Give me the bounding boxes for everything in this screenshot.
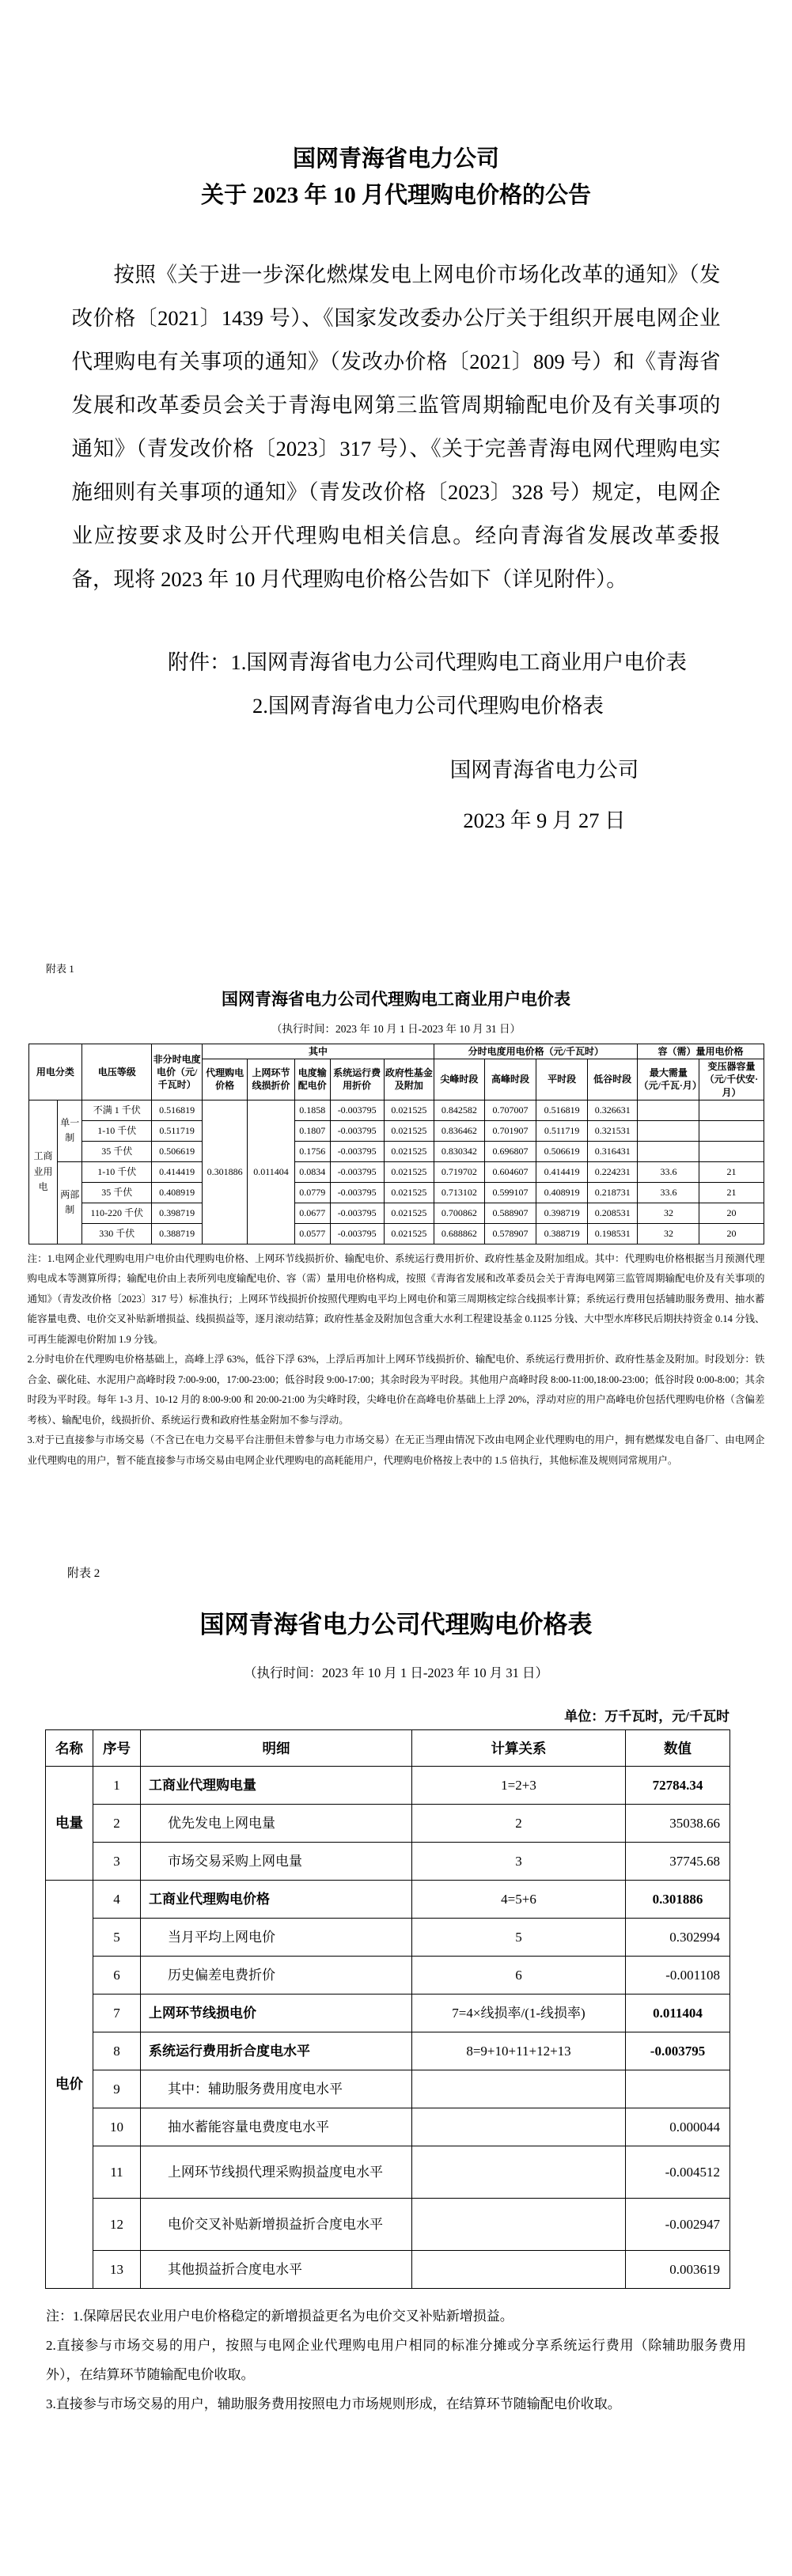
- cell-value: 72784.34: [626, 1767, 730, 1805]
- cell-demand: [638, 1120, 699, 1141]
- cell-valley: 0.321531: [587, 1120, 638, 1141]
- cell-sys-cost: -0.003795: [330, 1203, 384, 1223]
- cell-no: 3: [93, 1843, 141, 1881]
- th-flat: 平时段: [536, 1059, 588, 1100]
- cell-detail: 上网环节线损代理采购损益度电水平: [141, 2146, 412, 2199]
- cell-gov-fund: 0.021525: [384, 1120, 434, 1141]
- table-row: [46, 2032, 730, 2070]
- cell-flat-price: 0.511719: [152, 1120, 203, 1141]
- cell-relation: 5: [412, 1919, 626, 1957]
- th-line-loss: 上网环节线损折价: [248, 1059, 294, 1100]
- cell-cap: 21: [699, 1182, 764, 1203]
- table-row: [46, 1805, 730, 1843]
- annex-1-title: 国网青海省电力公司代理购电工商业用户电价表: [222, 990, 570, 1009]
- cell-no: 7: [93, 1995, 141, 2032]
- table-row: [46, 1995, 730, 2032]
- cell-value: 35038.66: [626, 1805, 730, 1843]
- cell-voltage: 330 千伏: [82, 1223, 152, 1244]
- cell-cap: 20: [699, 1203, 764, 1223]
- annex-2: [0, 1564, 792, 2419]
- cell-value: -0.001108: [626, 1957, 730, 1995]
- th-transformer: 变压器容量（元/千伏安·月）: [699, 1059, 764, 1100]
- th-capacity: 容（需）量用电价格: [638, 1044, 764, 1059]
- table-row: [28, 1120, 764, 1141]
- cell-detail: 市场交易采购上网电量: [141, 1843, 412, 1881]
- table1-note-1: 注：1.电网企业代理购电用户电价由代理购电价格、上网环节线损折价、输配电价、系统运行费用折价、政府性基金及附加组成。其中：代理购电价格根据当月预测代理购电成本等测算所得；输配电价由上表所列电度输配电价、容（需）量用电价格构成，按照《青海省发展和改革委员会关于青海电网第三监管周期输配电价及有关事项的通知》（青发改价格〔2023〕317 号）标准执行；上网环节线损折价按照代理购电平均上网电价和第三周期核定综合线损率计算；系统运行费用包括辅助服务费用、抽水蓄能容量电费、电价交叉补贴新增损益、线损损益等，逐月滚动结算；政府性基金及附加包含重大水利工程建设基金 0.1125 分钱、大中型水库移民后期扶持资金 0.14 分钱、可再生能源电价附加 1.9 分钱。: [27, 1252, 765, 1345]
- cell-value: -0.004512: [626, 2146, 730, 2199]
- table-row: [46, 1957, 730, 1995]
- cell-no: 12: [93, 2199, 141, 2251]
- cell-relation: [412, 2108, 626, 2146]
- cell-relation: 1=2+3: [412, 1767, 626, 1805]
- cell-no: 2: [93, 1805, 141, 1843]
- cell-gov-fund: 0.021525: [384, 1182, 434, 1203]
- cell-cap: 20: [699, 1223, 764, 1244]
- cell-demand: 32: [638, 1203, 699, 1223]
- cell-relation: 8=9+10+11+12+13: [412, 2032, 626, 2070]
- th-sys-cost: 系统运行费用折价: [330, 1059, 384, 1100]
- signature: 国网青海省电力公司: [449, 758, 639, 782]
- table1-notes: [28, 1249, 765, 1472]
- cell-relation: 3: [412, 1843, 626, 1881]
- cell-peak: 0.696807: [484, 1141, 536, 1161]
- cell-mid: 0.398719: [536, 1203, 588, 1223]
- table-row: [46, 1767, 730, 1805]
- annex-1: [0, 960, 792, 1471]
- table-row: [28, 1141, 764, 1161]
- cell-flat-price: 0.516819: [152, 1100, 203, 1120]
- table-row: [46, 2070, 730, 2108]
- th-value: 数值: [626, 1730, 730, 1767]
- cell-cap: [699, 1141, 764, 1161]
- cell-no: 9: [93, 2070, 141, 2108]
- annex-1-period: （执行时间：2023 年 10 月 1 日-2023 年 10 月 31 日）: [271, 1023, 521, 1035]
- cell-flat-price: 0.408919: [152, 1182, 203, 1203]
- cell-valley: 0.218731: [587, 1182, 638, 1203]
- cell-cap: 21: [699, 1161, 764, 1182]
- group-industry-commerce: 工商业用电: [28, 1100, 58, 1244]
- cell-td-price: 0.1756: [294, 1141, 330, 1161]
- th-use-class: 用电分类: [28, 1044, 82, 1100]
- table-row: [28, 1100, 764, 1120]
- cell-voltage: 不满 1 千伏: [82, 1100, 152, 1120]
- page-title: [0, 0, 792, 214]
- th-tou: 分时电度用电价格（元/千瓦时）: [434, 1044, 638, 1059]
- cell-gov-fund: 0.021525: [384, 1141, 434, 1161]
- group-two-part-system: 两部制: [58, 1161, 82, 1244]
- cell-peak: 0.578907: [484, 1223, 536, 1244]
- cell-mid: 0.516819: [536, 1100, 588, 1120]
- th-voltage: 电压等级: [82, 1044, 152, 1100]
- annex-2-period: （执行时间：2023 年 10 月 1 日-2023 年 10 月 31 日）: [244, 1665, 548, 1681]
- cell-value: 37745.68: [626, 1843, 730, 1881]
- table-row: [28, 1223, 764, 1244]
- cell-mid: 0.388719: [536, 1223, 588, 1244]
- cell-peak: 0.707007: [484, 1100, 536, 1120]
- cell-detail: 当月平均上网电价: [141, 1919, 412, 1957]
- cell-sys-cost: -0.003795: [330, 1100, 384, 1120]
- group-single-system: 单一制: [58, 1100, 82, 1161]
- table-row: [46, 2108, 730, 2146]
- cell-relation: 2: [412, 1805, 626, 1843]
- title-line2: 关于 2023 年 10 月代理购电价格的公告: [200, 183, 591, 208]
- body-paragraph: 按照《关于进一步深化燃煤发电上网电价市场化改革的通知》（发改价格〔2021〕1439 号）、《国家发改委办公厅关于组织开展电网企业代理购电有关事项的通知》（发改办价格〔2021〕809 号）和《青海省发展和改革委员会关于青海电网第三监管周期输配电价及有关事项的通知》（青发改价格〔2023〕317 号）、《关于完善青海电网代理购电实施细则有关事项的通知》（青发改价格〔2023〕328 号）规定，电网企业应按要求及时公开代理购电相关信息。经向青海省发展改革委报备，现将 2023 年 10 月代理购电价格公告如下（详见附件）。: [71, 263, 721, 591]
- cell-relation: [412, 2146, 626, 2199]
- table1-header-row-1: [28, 1044, 764, 1059]
- cell-demand: 33.6: [638, 1182, 699, 1203]
- cell-relation: [412, 2199, 626, 2251]
- cell-sys-cost: -0.003795: [330, 1120, 384, 1141]
- cell-relation: 7=4×线损率/(1-线损率): [412, 1995, 626, 2032]
- table2-notes: [46, 2301, 746, 2419]
- cell-demand: 32: [638, 1223, 699, 1244]
- table2-note-3: 3.直接参与市场交易的用户，辅助服务费用按照电力市场规则形成，在结算环节随输配电价收取。: [46, 2396, 621, 2412]
- unit-label: 单位：万千瓦时，元/千瓦时: [564, 1709, 729, 1725]
- th-td-price: 电度输配电价: [294, 1059, 330, 1100]
- cell-detail: 抽水蓄能容量电费度电水平: [141, 2108, 412, 2146]
- cell-valley: 0.326631: [587, 1100, 638, 1120]
- cell-flat-price: 0.506619: [152, 1141, 203, 1161]
- annex-2-tag: 附表 2: [67, 1567, 100, 1581]
- attachment-list: [168, 641, 792, 728]
- cell-no: 11: [93, 2146, 141, 2199]
- th-peak: 高峰时段: [484, 1059, 536, 1100]
- cell-no: 6: [93, 1957, 141, 1995]
- table-row: [46, 1843, 730, 1881]
- cell-sharp: 0.700862: [434, 1203, 485, 1223]
- doc-date: 2023 年 9 月 27 日: [463, 809, 626, 832]
- annex-2-title: 国网青海省电力公司代理购电价格表: [199, 1611, 593, 1639]
- table-row: [28, 1203, 764, 1223]
- cell-sys-cost: -0.003795: [330, 1223, 384, 1244]
- cell-detail: 优先发电上网电量: [141, 1805, 412, 1843]
- cell-mid: 0.506619: [536, 1141, 588, 1161]
- cell-no: 10: [93, 2108, 141, 2146]
- cell-detail: 其中：辅助服务费用度电水平: [141, 2070, 412, 2108]
- cell-value: -0.002947: [626, 2199, 730, 2251]
- cell-td-price: 0.1858: [294, 1100, 330, 1120]
- cell-peak: 0.701907: [484, 1120, 536, 1141]
- cell-valley: 0.316431: [587, 1141, 638, 1161]
- cell-td-price: 0.0677: [294, 1203, 330, 1223]
- cell-demand: 33.6: [638, 1161, 699, 1182]
- table2-note-1: 注：1.保障居民农业用户电价格稳定的新增损益更名为电价交叉补贴新增损益。: [46, 2309, 513, 2324]
- cell-agency-price: 0.301886: [202, 1100, 247, 1244]
- cell-voltage: 110-220 千伏: [82, 1203, 152, 1223]
- cell-cap: [699, 1100, 764, 1120]
- cell-mid: 0.408919: [536, 1182, 588, 1203]
- th-no: 序号: [93, 1730, 141, 1767]
- cell-gov-fund: 0.021525: [384, 1223, 434, 1244]
- table1-note-3: 3.对于已直接参与市场交易（不含已在电力交易平台注册但未曾参与电力市场交易）在无正当理由情况下改由电网企业代理购电的用户，拥有燃煤发电自备厂、由电网企业代理购电的用户，暂不能直接参与市场交易由电网企业代理购电的高耗能用户，代理购电价格按上表中的 1.5 倍执行，其他标准及规则同常规用户。: [27, 1434, 765, 1466]
- cell-value: 0.011404: [626, 1995, 730, 2032]
- attachment-line-1: 附件：1.国网青海省电力公司代理购电工商业用户电价表: [168, 650, 687, 674]
- cell-sharp: 0.836462: [434, 1120, 485, 1141]
- table-row: [46, 2146, 730, 2199]
- cell-no: 4: [93, 1881, 141, 1919]
- cell-sharp: 0.830342: [434, 1141, 485, 1161]
- table-row: [46, 1881, 730, 1919]
- cell-peak: 0.599107: [484, 1182, 536, 1203]
- cell-value: -0.003795: [626, 2032, 730, 2070]
- cell-gov-fund: 0.021525: [384, 1203, 434, 1223]
- table1-note-2: 2.分时电价在代理购电价格基础上，高峰上浮 63%，低谷下浮 63%，上浮后再加计上网环节线损折价、输配电价、系统运行费用折价、政府性基金及附加。时段划分：铁合金、碳化硅、水泥用户高峰时段 7:00-9:00，17:00-23:00；低谷时段 9:00-17:00；其余时段为平时段。其他用户高峰时段 8:00-11:00,18:00-23:00；低谷时段 0:00-8:00；其余时段为平时段。每年 1-3 月、10-12 月的 8:00-9:00 和 20:00-21:00 为尖峰时段，尖峰电价在高峰电价基础上上浮 20%，浮动对应的用户高峰电价包括代理购电价格（含偏差考核）、输配电价，线损折价、系统运行费和政府性基金附加不参与浮动。: [27, 1354, 765, 1426]
- cell-flat-price: 0.398719: [152, 1203, 203, 1223]
- cell-detail: 工商业代理购电价格: [141, 1881, 412, 1919]
- th-among: 其中: [202, 1044, 434, 1059]
- cell-td-price: 0.0779: [294, 1182, 330, 1203]
- cell-no: 5: [93, 1919, 141, 1957]
- cell-no: 1: [93, 1767, 141, 1805]
- cell-td-price: 0.1807: [294, 1120, 330, 1141]
- table-row: [46, 2251, 730, 2289]
- cell-voltage: 1-10 千伏: [82, 1120, 152, 1141]
- group-electricity-volume: 电量: [46, 1767, 93, 1881]
- th-valley: 低谷时段: [587, 1059, 638, 1100]
- cell-gov-fund: 0.021525: [384, 1161, 434, 1182]
- th-max-demand: 最大需量（元/千瓦·月）: [638, 1059, 699, 1100]
- cell-detail: 电价交叉补贴新增损益折合度电水平: [141, 2199, 412, 2251]
- cell-peak: 0.588907: [484, 1203, 536, 1223]
- cell-sharp: 0.688862: [434, 1223, 485, 1244]
- cell-sys-cost: -0.003795: [330, 1182, 384, 1203]
- cell-sharp: 0.719702: [434, 1161, 485, 1182]
- cell-relation: [412, 2251, 626, 2289]
- table-row: [28, 1182, 764, 1203]
- cell-detail: 上网环节线损电价: [141, 1995, 412, 2032]
- th-gov-fund: 政府性基金及附加: [384, 1059, 434, 1100]
- cell-value: 0.302994: [626, 1919, 730, 1957]
- cell-voltage: 35 千伏: [82, 1141, 152, 1161]
- price-table-1: [28, 1044, 764, 1244]
- cell-gov-fund: 0.021525: [384, 1100, 434, 1120]
- cell-valley: 0.198531: [587, 1223, 638, 1244]
- cell-peak: 0.604607: [484, 1161, 536, 1182]
- cell-demand: [638, 1100, 699, 1120]
- group-electricity-price: 电价: [46, 1881, 93, 2289]
- table2-header-row: [46, 1730, 730, 1767]
- cell-voltage: 35 千伏: [82, 1182, 152, 1203]
- table-row: [28, 1161, 764, 1182]
- cell-demand: [638, 1141, 699, 1161]
- cell-sys-cost: -0.003795: [330, 1141, 384, 1161]
- cell-relation: [412, 2070, 626, 2108]
- cell-td-price: 0.0834: [294, 1161, 330, 1182]
- th-flat-price: 非分时电度电价（元/千瓦时）: [152, 1044, 203, 1100]
- table2-note-2: 2.直接参与市场交易的用户，按照与电网企业代理购电用户相同的标准分摊或分享系统运行费用（除辅助服务费用外），在结算环节随输配电价收取。: [46, 2338, 746, 2383]
- cell-sharp: 0.842582: [434, 1100, 485, 1120]
- cell-sys-cost: -0.003795: [330, 1161, 384, 1182]
- cell-relation: 4=5+6: [412, 1881, 626, 1919]
- annex-1-tag: 附表 1: [46, 963, 74, 975]
- cell-voltage: 1-10 千伏: [82, 1161, 152, 1182]
- cell-value: 0.301886: [626, 1881, 730, 1919]
- cell-sharp: 0.713102: [434, 1182, 485, 1203]
- cell-no: 8: [93, 2032, 141, 2070]
- th-relation: 计算关系: [412, 1730, 626, 1767]
- cell-value: 0.003619: [626, 2251, 730, 2289]
- cell-detail: 历史偏差电费折价: [141, 1957, 412, 1995]
- cell-value: 0.000044: [626, 2108, 730, 2146]
- cell-no: 13: [93, 2251, 141, 2289]
- attachment-line-2: 2.国网青海省电力公司代理购电价格表: [252, 694, 604, 718]
- th-sharp: 尖峰时段: [434, 1059, 485, 1100]
- cell-value: [626, 2070, 730, 2108]
- cell-cap: [699, 1120, 764, 1141]
- table-row: [46, 2199, 730, 2251]
- cell-valley: 0.208531: [587, 1203, 638, 1223]
- cell-relation: 6: [412, 1957, 626, 1995]
- cell-mid: 0.511719: [536, 1120, 588, 1141]
- title-line1: 国网青海省电力公司: [292, 146, 499, 172]
- cell-line-loss: 0.011404: [248, 1100, 294, 1244]
- cell-td-price: 0.0577: [294, 1223, 330, 1244]
- cell-flat-price: 0.414419: [152, 1161, 203, 1182]
- cell-detail: 工商业代理购电量: [141, 1767, 412, 1805]
- table-row: [46, 1919, 730, 1957]
- th-name: 名称: [46, 1730, 93, 1767]
- price-table-2: [45, 1729, 730, 2289]
- cell-detail: 其他损益折合度电水平: [141, 2251, 412, 2289]
- cell-mid: 0.414419: [536, 1161, 588, 1182]
- th-detail: 明细: [141, 1730, 412, 1767]
- cell-flat-price: 0.388719: [152, 1223, 203, 1244]
- signature-block: [434, 750, 655, 840]
- cell-detail: 系统运行费用折合度电水平: [141, 2032, 412, 2070]
- th-agency-price: 代理购电价格: [202, 1059, 247, 1100]
- cell-valley: 0.224231: [587, 1161, 638, 1182]
